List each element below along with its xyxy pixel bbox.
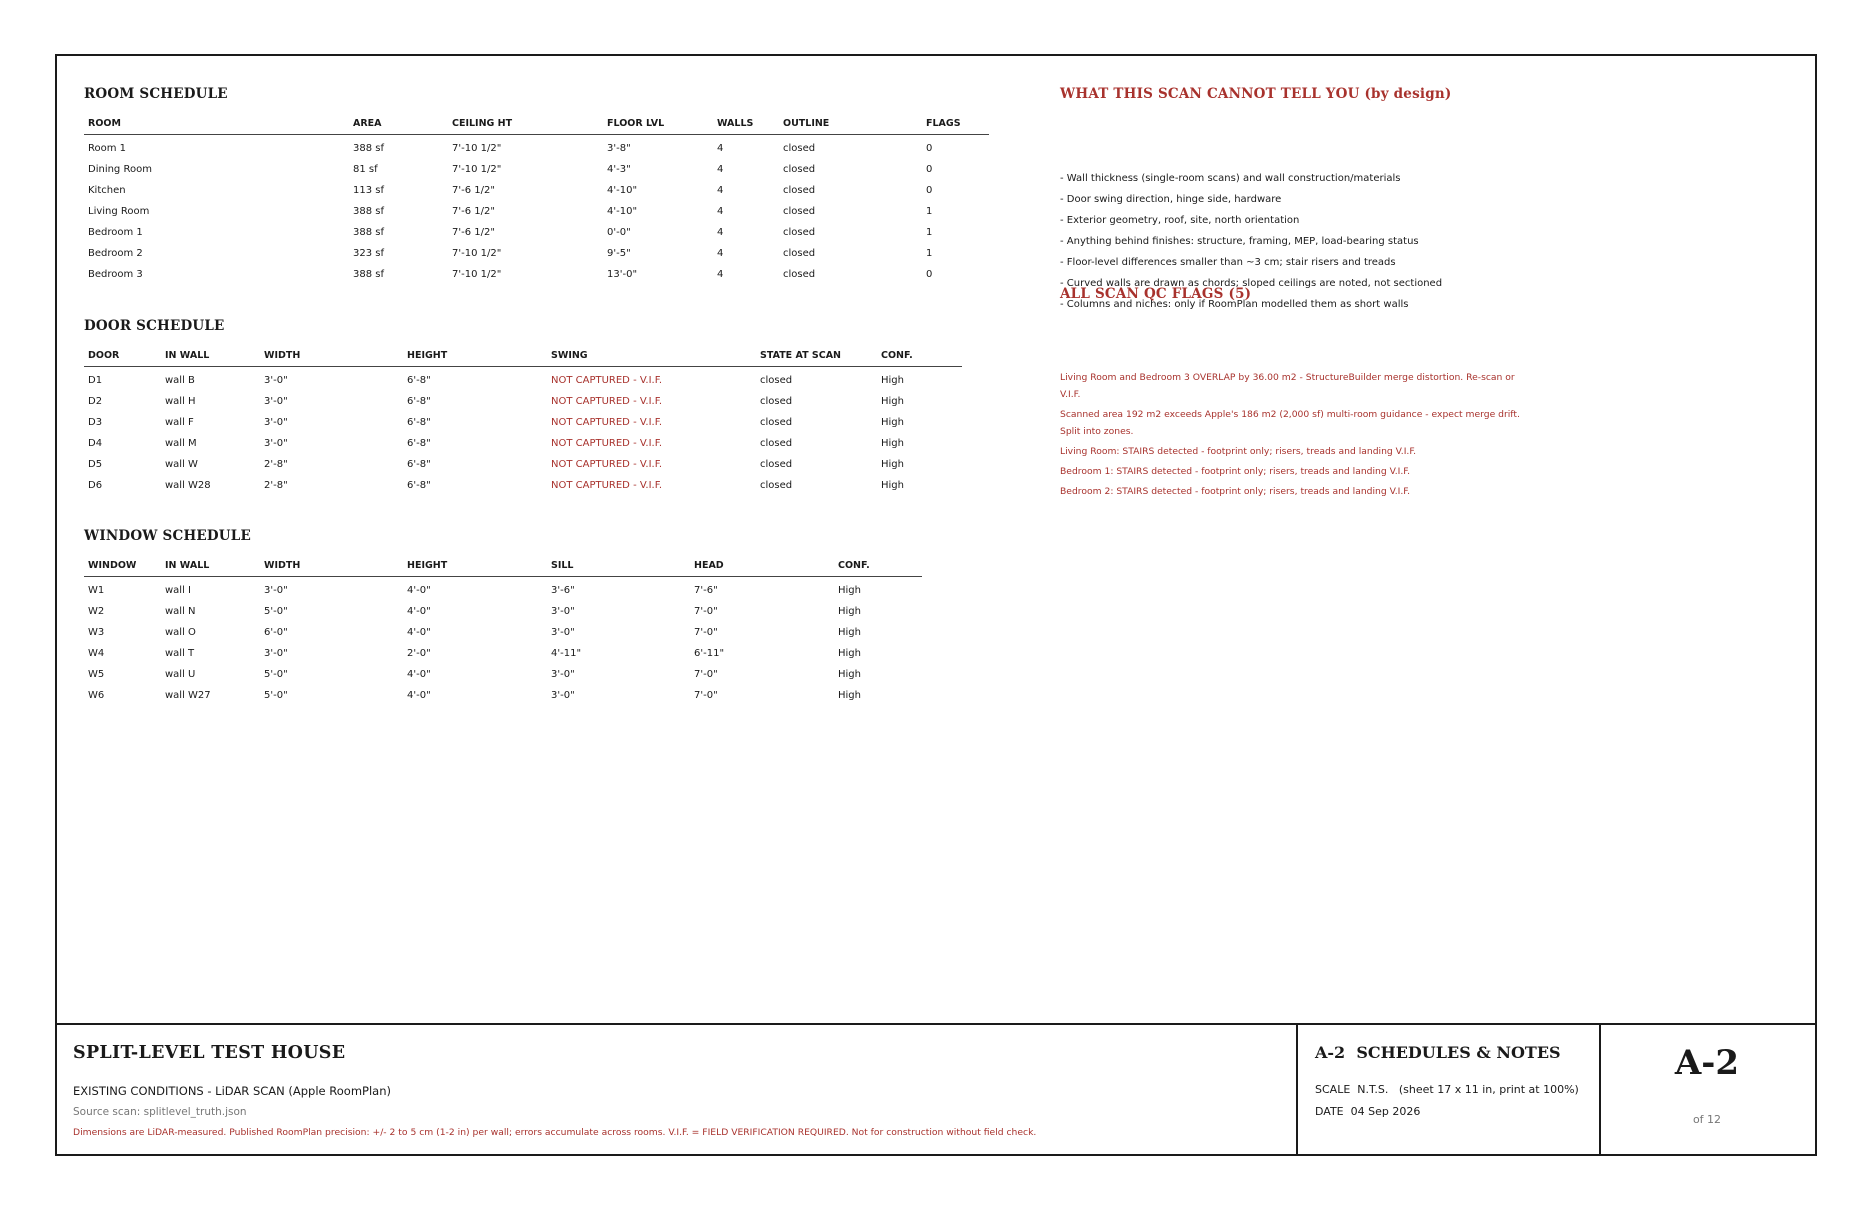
table-cell: W1: [88, 585, 105, 596]
table-cell: 3'-0": [264, 417, 288, 428]
table-cell: 2'-0": [407, 648, 431, 659]
table-cell: High: [881, 375, 904, 386]
table-cell: 1: [926, 227, 933, 238]
table-cell: 7'-0": [694, 606, 718, 617]
room-schedule-header: [84, 118, 989, 135]
window-schedule-table: [84, 560, 922, 706]
column-header: DOOR: [84, 350, 161, 367]
table-cell: 3'-0": [264, 375, 288, 386]
table-row: [84, 201, 989, 222]
table-cell: 4: [717, 248, 724, 259]
table-cell: 4: [717, 227, 724, 238]
window-schedule-header: [84, 560, 922, 577]
source-scan: Source scan: splitlevel_truth.json: [73, 1106, 247, 1118]
table-row: [84, 135, 989, 160]
table-cell: closed: [760, 417, 793, 428]
table-cell: 4'-3": [607, 164, 631, 175]
table-cell: 3'-0": [551, 627, 575, 638]
table-cell: 7'-10 1/2": [452, 269, 502, 280]
table-row: [84, 601, 922, 622]
table-cell: D3: [88, 417, 103, 428]
table-cell: closed: [760, 459, 793, 470]
sheet-scale: SCALE N.T.S. (sheet 17 x 11 in, print at 100%): [1315, 1083, 1579, 1096]
table-cell: W3: [88, 627, 105, 638]
limitation-item: - Curved walls are drawn as chords; sloped ceilings are noted, not sectioned: [1060, 278, 1443, 289]
window-schedule-title: WINDOW SCHEDULE: [84, 528, 251, 544]
table-cell: NOT CAPTURED - V.I.F.: [551, 459, 663, 470]
table-row: [84, 685, 922, 706]
column-header: SWING: [547, 350, 756, 367]
table-cell: 6'-8": [407, 396, 431, 407]
table-cell: 388 sf: [353, 206, 384, 217]
table-row: [84, 367, 962, 392]
table-cell: 2'-8": [264, 480, 288, 491]
limitation-item: - Exterior geometry, roof, site, north orientation: [1060, 215, 1300, 226]
door-schedule-title: DOOR SCHEDULE: [84, 318, 225, 334]
table-cell: Bedroom 2: [88, 248, 143, 259]
table-cell: wall W: [165, 459, 198, 470]
column-header: IN WALL: [161, 560, 260, 577]
table-cell: 7'-0": [694, 690, 718, 701]
table-cell: closed: [783, 185, 816, 196]
table-cell: W2: [88, 606, 105, 617]
qc-flags-title: ALL SCAN QC FLAGS (5): [1060, 286, 1252, 302]
table-cell: 0: [926, 143, 933, 154]
table-cell: 6'-8": [407, 459, 431, 470]
table-row: [84, 180, 989, 201]
table-cell: 7'-10 1/2": [452, 248, 502, 259]
column-header: WIDTH: [260, 350, 403, 367]
table-cell: 3'-0": [264, 585, 288, 596]
table-row: [84, 412, 962, 433]
drawing-sheet: [55, 54, 1817, 1156]
limitation-item: - Anything behind finishes: structure, framing, MEP, load-bearing status: [1060, 236, 1419, 247]
table-cell: D5: [88, 459, 103, 470]
table-cell: High: [881, 396, 904, 407]
table-row: [84, 475, 962, 496]
table-cell: D2: [88, 396, 103, 407]
column-header: WIDTH: [260, 560, 403, 577]
table-cell: closed: [760, 480, 793, 491]
disclaimer: Dimensions are LiDAR-measured. Published RoomPlan precision: +/- 2 to 5 cm (1-2 in) per wall; errors accumulate across rooms. V.I.F. = FIELD VERIFICATION REQUIRED. Not for construction without field check.: [73, 1127, 1037, 1138]
table-cell: closed: [783, 269, 816, 280]
column-header: CONF.: [834, 560, 922, 577]
table-row: [84, 433, 962, 454]
table-cell: 5'-0": [264, 606, 288, 617]
qc-flag-item: Bedroom 1: STAIRS detected - footprint only; risers, treads and landing V.I.F.: [1060, 466, 1410, 477]
column-header: FLOOR LVL: [603, 118, 713, 135]
table-cell: High: [838, 585, 861, 596]
table-cell: 4: [717, 143, 724, 154]
table-cell: 113 sf: [353, 185, 384, 196]
qc-flags-list: [1060, 369, 1520, 503]
table-cell: Bedroom 1: [88, 227, 143, 238]
column-header: FLAGS: [922, 118, 989, 135]
table-cell: 0: [926, 185, 933, 196]
table-cell: 388 sf: [353, 227, 384, 238]
table-cell: closed: [760, 438, 793, 449]
table-cell: D4: [88, 438, 103, 449]
table-row: [84, 454, 962, 475]
table-cell: 6'-8": [407, 417, 431, 428]
column-header: WALLS: [713, 118, 779, 135]
table-cell: NOT CAPTURED - V.I.F.: [551, 438, 663, 449]
table-cell: 4: [717, 164, 724, 175]
room-schedule-title: ROOM SCHEDULE: [84, 86, 228, 102]
table-cell: Kitchen: [88, 185, 126, 196]
limitation-item: - Floor-level differences smaller than ~3 cm; stair risers and treads: [1060, 257, 1396, 268]
qc-flag-item: Bedroom 2: STAIRS detected - footprint only; risers, treads and landing V.I.F.: [1060, 486, 1410, 497]
column-header: ROOM: [84, 118, 349, 135]
table-cell: wall F: [165, 417, 194, 428]
table-cell: 6'-8": [407, 438, 431, 449]
table-cell: 6'-11": [694, 648, 725, 659]
table-cell: High: [881, 417, 904, 428]
table-cell: 4: [717, 269, 724, 280]
sheet-number: A-2: [1674, 1043, 1740, 1083]
column-header: HEAD: [690, 560, 834, 577]
table-cell: 4: [717, 185, 724, 196]
table-cell: 13'-0": [607, 269, 638, 280]
table-cell: High: [881, 459, 904, 470]
table-cell: Bedroom 3: [88, 269, 143, 280]
table-cell: closed: [783, 206, 816, 217]
table-cell: 7'-10 1/2": [452, 143, 502, 154]
table-cell: 4'-10": [607, 206, 638, 217]
table-cell: closed: [783, 143, 816, 154]
table-cell: 6'-0": [264, 627, 288, 638]
table-cell: 3'-0": [264, 648, 288, 659]
sheet-date: DATE 04 Sep 2026: [1315, 1105, 1421, 1118]
table-cell: 1: [926, 206, 933, 217]
table-cell: 3'-0": [551, 606, 575, 617]
limitation-item: - Door swing direction, hinge side, hardware: [1060, 194, 1282, 205]
column-header: IN WALL: [161, 350, 260, 367]
table-cell: High: [838, 690, 861, 701]
table-cell: closed: [783, 227, 816, 238]
table-cell: 7'-6 1/2": [452, 206, 495, 217]
table-row: [84, 243, 989, 264]
table-row: [84, 391, 962, 412]
table-cell: 9'-5": [607, 248, 631, 259]
table-cell: 3'-0": [264, 438, 288, 449]
table-cell: 4'-10": [607, 185, 638, 196]
table-cell: 6'-8": [407, 375, 431, 386]
table-cell: Dining Room: [88, 164, 152, 175]
table-cell: 0: [926, 164, 933, 175]
column-header: CONF.: [877, 350, 962, 367]
sheet-title: A-2 SCHEDULES & NOTES: [1315, 1043, 1561, 1062]
table-cell: 4: [717, 206, 724, 217]
table-cell: 4'-11": [551, 648, 582, 659]
table-cell: 4'-0": [407, 669, 431, 680]
table-cell: wall O: [165, 627, 196, 638]
room-schedule-table: [84, 118, 989, 285]
column-header: HEIGHT: [403, 560, 547, 577]
project-title: SPLIT-LEVEL TEST HOUSE: [73, 1043, 346, 1063]
table-row: [84, 264, 989, 285]
table-cell: High: [881, 480, 904, 491]
table-cell: 0: [926, 269, 933, 280]
column-header: OUTLINE: [779, 118, 922, 135]
table-cell: D1: [88, 375, 103, 386]
door-schedule-header: [84, 350, 962, 367]
column-header: AREA: [349, 118, 448, 135]
table-cell: 7'-0": [694, 627, 718, 638]
table-cell: 5'-0": [264, 669, 288, 680]
column-header: WINDOW: [84, 560, 161, 577]
table-cell: 6'-8": [407, 480, 431, 491]
table-cell: 7'-6 1/2": [452, 227, 495, 238]
table-cell: closed: [783, 164, 816, 175]
table-cell: 388 sf: [353, 269, 384, 280]
table-cell: wall T: [165, 648, 195, 659]
table-cell: High: [881, 438, 904, 449]
table-cell: 81 sf: [353, 164, 378, 175]
table-cell: 3'-0": [551, 690, 575, 701]
title-block-divider: [1296, 1025, 1298, 1154]
table-cell: W5: [88, 669, 105, 680]
table-cell: 388 sf: [353, 143, 384, 154]
table-cell: 4'-0": [407, 585, 431, 596]
table-cell: High: [838, 627, 861, 638]
sheet-count: of 12: [1692, 1113, 1722, 1126]
table-cell: wall M: [165, 438, 197, 449]
table-cell: High: [838, 669, 861, 680]
table-cell: 4'-0": [407, 627, 431, 638]
table-cell: NOT CAPTURED - V.I.F.: [551, 480, 663, 491]
table-cell: NOT CAPTURED - V.I.F.: [551, 375, 663, 386]
table-cell: 3'-8": [607, 143, 631, 154]
table-cell: 3'-0": [264, 396, 288, 407]
table-row: [84, 622, 922, 643]
table-cell: D6: [88, 480, 103, 491]
table-cell: High: [838, 606, 861, 617]
title-block: [57, 1023, 1815, 1154]
table-cell: wall U: [165, 669, 196, 680]
column-header: SILL: [547, 560, 690, 577]
column-header: CEILING HT: [448, 118, 603, 135]
table-cell: 0'-0": [607, 227, 631, 238]
table-cell: 7'-10 1/2": [452, 164, 502, 175]
table-cell: 7'-6 1/2": [452, 185, 495, 196]
table-cell: 3'-0": [551, 669, 575, 680]
table-cell: wall H: [165, 396, 196, 407]
table-cell: closed: [760, 396, 793, 407]
project-subtitle: EXISTING CONDITIONS - LiDAR SCAN (Apple RoomPlan): [73, 1084, 391, 1098]
qc-flag-item: Living Room: STAIRS detected - footprint only; risers, treads and landing V.I.F.: [1060, 446, 1417, 457]
table-row: [84, 664, 922, 685]
qc-flag-item: Scanned area 192 m2 exceeds Apple's 186 m2 (2,000 sf) multi-room guidance - expect merge drift. Split into zones.: [1060, 409, 1520, 437]
table-cell: wall W27: [165, 690, 211, 701]
column-header: STATE AT SCAN: [756, 350, 877, 367]
table-cell: W6: [88, 690, 105, 701]
table-cell: 7'-6": [694, 585, 718, 596]
table-cell: 1: [926, 248, 933, 259]
table-cell: W4: [88, 648, 105, 659]
limitation-item: - Columns and niches: only if RoomPlan modelled them as short walls: [1060, 299, 1409, 310]
table-cell: 4'-0": [407, 606, 431, 617]
table-cell: 4'-0": [407, 690, 431, 701]
table-row: [84, 643, 922, 664]
table-cell: wall N: [165, 606, 196, 617]
limitation-item: - Wall thickness (single-room scans) and wall construction/materials: [1060, 173, 1401, 184]
table-cell: 7'-0": [694, 669, 718, 680]
qc-flag-item: Living Room and Bedroom 3 OVERLAP by 36.00 m2 - StructureBuilder merge distortion. Re-scan or V.I.F.: [1060, 372, 1515, 400]
table-cell: Room 1: [88, 143, 127, 154]
table-cell: 3'-6": [551, 585, 575, 596]
table-cell: NOT CAPTURED - V.I.F.: [551, 396, 663, 407]
table-row: [84, 159, 989, 180]
table-cell: High: [838, 648, 861, 659]
table-cell: NOT CAPTURED - V.I.F.: [551, 417, 663, 428]
door-schedule-table: [84, 350, 962, 496]
table-cell: wall I: [165, 585, 191, 596]
table-cell: 5'-0": [264, 690, 288, 701]
table-cell: closed: [760, 375, 793, 386]
column-header: HEIGHT: [403, 350, 547, 367]
table-row: [84, 577, 922, 602]
table-cell: 323 sf: [353, 248, 384, 259]
limitations-title: WHAT THIS SCAN CANNOT TELL YOU (by design): [1060, 86, 1452, 102]
table-row: [84, 222, 989, 243]
table-cell: wall W28: [165, 480, 211, 491]
table-cell: 2'-8": [264, 459, 288, 470]
table-cell: wall B: [165, 375, 195, 386]
table-cell: Living Room: [88, 206, 150, 217]
table-cell: closed: [783, 248, 816, 259]
